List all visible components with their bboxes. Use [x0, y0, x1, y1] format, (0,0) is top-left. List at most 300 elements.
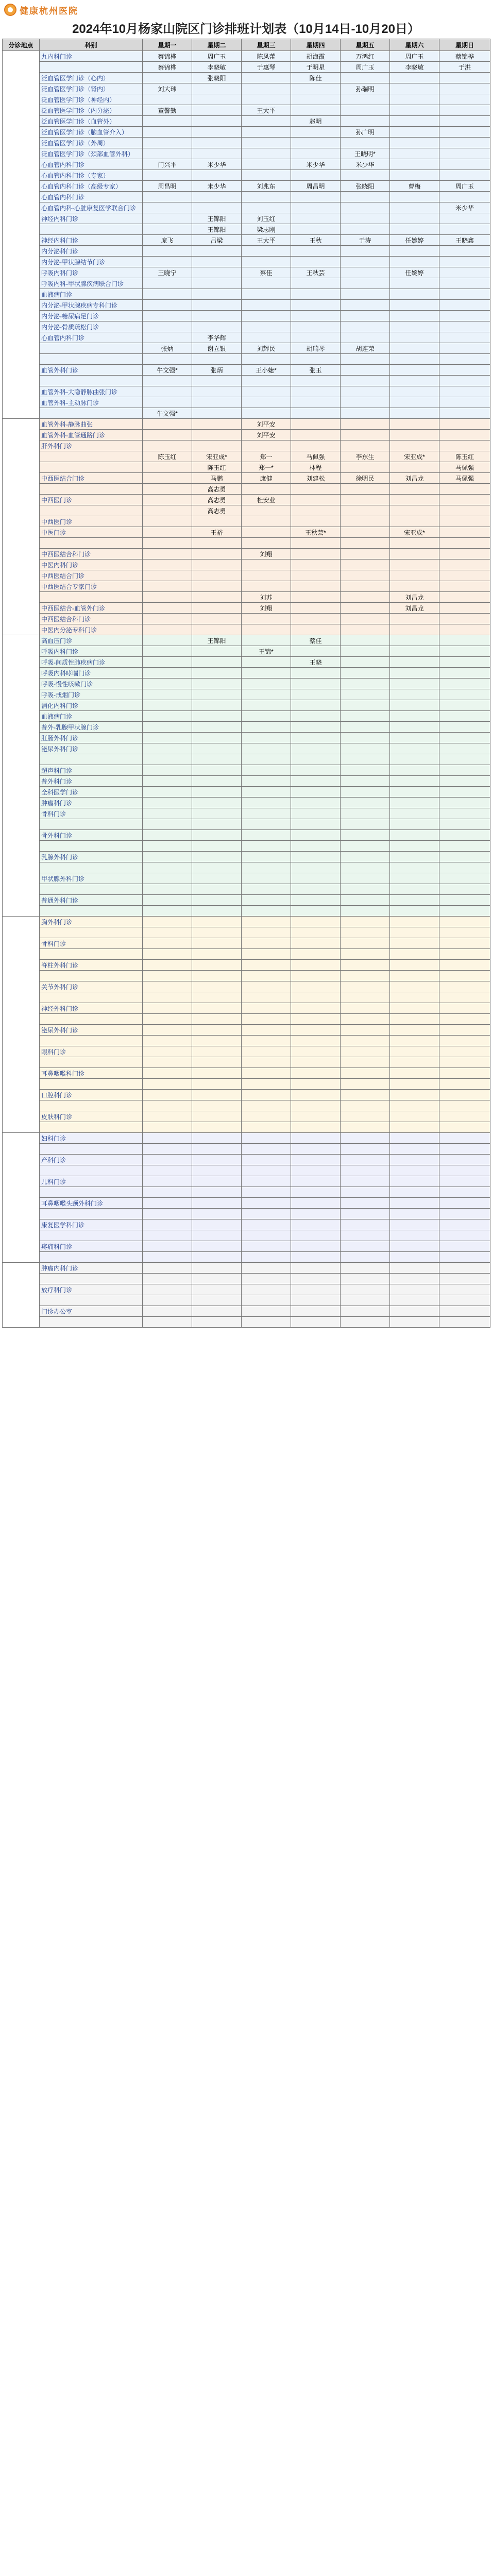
doctor-cell: 牛文强* [143, 408, 192, 419]
doctor-cell [390, 981, 439, 992]
doctor-cell: 刘翔 [242, 603, 291, 614]
doctor-cell [242, 192, 291, 202]
doctor-cell [439, 1003, 490, 1014]
table-row [3, 473, 490, 484]
doctor-cell [291, 354, 341, 365]
doctor-cell [143, 386, 192, 397]
doctor-cell [439, 408, 490, 419]
doctor-cell [341, 73, 390, 83]
table-row [3, 614, 490, 624]
department-cell: 血管外科门诊 [40, 365, 143, 376]
doctor-cell [143, 527, 192, 538]
doctor-cell [291, 1025, 341, 1036]
doctor-cell [291, 884, 341, 895]
doctor-cell [242, 159, 291, 170]
doctor-cell [192, 1155, 242, 1165]
table-row [3, 257, 490, 267]
doctor-cell [242, 1317, 291, 1328]
doctor-cell [341, 170, 390, 181]
doctor-cell: 蔡佳 [291, 635, 341, 646]
logo-mark-icon [4, 4, 16, 16]
doctor-cell [242, 202, 291, 213]
doctor-cell [291, 1176, 341, 1187]
table-row [3, 332, 490, 343]
doctor-cell [439, 1295, 490, 1306]
doctor-cell [291, 646, 341, 657]
doctor-cell [192, 549, 242, 560]
doctor-cell [143, 1230, 192, 1241]
table-row [3, 62, 490, 73]
col-header: 科别 [40, 39, 143, 51]
doctor-cell [390, 321, 439, 332]
doctor-cell [192, 787, 242, 798]
table-row [3, 1274, 490, 1284]
doctor-cell [242, 1068, 291, 1079]
doctor-cell [390, 949, 439, 960]
doctor-cell [192, 808, 242, 819]
doctor-cell [192, 105, 242, 116]
doctor-cell [341, 754, 390, 765]
doctor-cell [341, 1274, 390, 1284]
doctor-cell [341, 808, 390, 819]
doctor-cell [439, 246, 490, 257]
doctor-cell: 刘建松 [291, 473, 341, 484]
doctor-cell [439, 267, 490, 278]
doctor-cell [192, 733, 242, 743]
doctor-cell [341, 614, 390, 624]
doctor-cell [143, 311, 192, 321]
doctor-cell [341, 711, 390, 722]
doctor-cell [143, 1317, 192, 1328]
doctor-cell [390, 798, 439, 808]
table-row [3, 376, 490, 386]
doctor-cell: 吕梁 [192, 235, 242, 246]
doctor-cell [143, 419, 192, 430]
table-row [3, 787, 490, 798]
doctor-cell [439, 1176, 490, 1187]
doctor-cell [291, 689, 341, 700]
doctor-cell [390, 635, 439, 646]
doctor-cell [143, 1057, 192, 1068]
department-cell [40, 451, 143, 462]
table-row [3, 1046, 490, 1057]
doctor-cell [390, 1090, 439, 1100]
doctor-cell [341, 484, 390, 495]
doctor-cell [390, 722, 439, 733]
doctor-cell: 周广玉 [341, 62, 390, 73]
table-row [3, 679, 490, 689]
department-cell [40, 1187, 143, 1198]
table-row [3, 365, 490, 376]
doctor-cell [341, 94, 390, 105]
doctor-cell [291, 1165, 341, 1176]
doctor-cell [291, 949, 341, 960]
doctor-cell [192, 1090, 242, 1100]
doctor-cell [390, 94, 439, 105]
doctor-cell [439, 938, 490, 949]
department-cell: 血管外科-静脉曲张 [40, 419, 143, 430]
doctor-cell [291, 1111, 341, 1122]
doctor-cell [192, 1079, 242, 1090]
doctor-cell [291, 1306, 341, 1317]
department-cell: 中西医结合科门诊 [40, 549, 143, 560]
table-row [3, 1068, 490, 1079]
doctor-cell [390, 960, 439, 971]
doctor-cell: 陈凤蕾 [242, 51, 291, 62]
department-cell: 中西医门诊 [40, 516, 143, 527]
doctor-cell: 刘昌龙 [390, 603, 439, 614]
doctor-cell: 高志勇 [192, 495, 242, 505]
department-cell [40, 343, 143, 354]
doctor-cell [291, 332, 341, 343]
doctor-cell [390, 213, 439, 224]
doctor-cell [143, 711, 192, 722]
department-cell: 肿瘤科门诊 [40, 798, 143, 808]
doctor-cell [291, 386, 341, 397]
doctor-cell [390, 1003, 439, 1014]
department-cell [40, 1122, 143, 1133]
doctor-cell [439, 841, 490, 852]
table-row [3, 862, 490, 873]
doctor-cell [341, 224, 390, 235]
doctor-cell [341, 722, 390, 733]
department-cell: 耳鼻咽喉科门诊 [40, 1068, 143, 1079]
doctor-cell [439, 679, 490, 689]
doctor-cell [439, 765, 490, 776]
table-row [3, 592, 490, 603]
doctor-cell [192, 278, 242, 289]
doctor-cell [341, 1230, 390, 1241]
doctor-cell [341, 138, 390, 148]
doctor-cell [192, 257, 242, 267]
doctor-cell [390, 1241, 439, 1252]
table-row [3, 1263, 490, 1274]
table-row [3, 819, 490, 830]
doctor-cell [439, 862, 490, 873]
department-cell: 神经内科门诊 [40, 235, 143, 246]
doctor-cell [439, 1090, 490, 1100]
doctor-cell [242, 354, 291, 365]
doctor-cell [341, 1111, 390, 1122]
doctor-cell [390, 1100, 439, 1111]
doctor-cell [143, 927, 192, 938]
doctor-cell [143, 733, 192, 743]
doctor-cell [341, 1144, 390, 1155]
doctor-cell [192, 906, 242, 917]
table-row [3, 1187, 490, 1198]
doctor-cell [192, 1068, 242, 1079]
doctor-cell [390, 332, 439, 343]
doctor-cell [192, 1046, 242, 1057]
doctor-cell [143, 116, 192, 127]
doctor-cell [143, 960, 192, 971]
department-cell: 中医内分泌专科门诊 [40, 624, 143, 635]
doctor-cell [341, 906, 390, 917]
doctor-cell [390, 148, 439, 159]
doctor-cell [242, 408, 291, 419]
doctor-cell [341, 852, 390, 862]
doctor-cell [341, 516, 390, 527]
doctor-cell: 刘平安 [242, 430, 291, 440]
hospital-logo [4, 2, 117, 18]
doctor-cell [390, 105, 439, 116]
doctor-cell: 宋亚成* [390, 527, 439, 538]
doctor-cell [341, 960, 390, 971]
department-cell: 内分泌-糖尿病足门诊 [40, 311, 143, 321]
doctor-cell [143, 1111, 192, 1122]
doctor-cell [291, 257, 341, 267]
doctor-cell [291, 1295, 341, 1306]
doctor-cell [390, 354, 439, 365]
doctor-cell [439, 73, 490, 83]
doctor-cell [291, 1036, 341, 1046]
doctor-cell [439, 830, 490, 841]
doctor-cell [291, 570, 341, 581]
doctor-cell [341, 1122, 390, 1133]
doctor-cell [143, 1176, 192, 1187]
department-cell: 产科门诊 [40, 1155, 143, 1165]
table-row [3, 657, 490, 668]
doctor-cell [341, 992, 390, 1003]
doctor-cell [242, 624, 291, 635]
doctor-cell [242, 397, 291, 408]
department-cell: 血管外科-主动脉门诊 [40, 397, 143, 408]
table-row [3, 289, 490, 300]
table-row [3, 408, 490, 419]
doctor-cell [390, 495, 439, 505]
doctor-cell [291, 408, 341, 419]
doctor-cell [341, 527, 390, 538]
department-cell: 关节外科门诊 [40, 981, 143, 992]
doctor-cell [341, 603, 390, 614]
doctor-cell [242, 1133, 291, 1144]
doctor-cell [439, 787, 490, 798]
doctor-cell [341, 689, 390, 700]
doctor-cell [291, 289, 341, 300]
doctor-cell [390, 505, 439, 516]
doctor-cell [341, 581, 390, 592]
doctor-cell [143, 1133, 192, 1144]
doctor-cell: 王大平 [242, 105, 291, 116]
department-cell: 神经内科门诊 [40, 213, 143, 224]
department-cell: 全科医学门诊 [40, 787, 143, 798]
doctor-cell [192, 1295, 242, 1306]
department-cell [40, 1100, 143, 1111]
doctor-cell [192, 1122, 242, 1133]
doctor-cell [192, 765, 242, 776]
department-cell [40, 754, 143, 765]
table-row [3, 148, 490, 159]
doctor-cell [242, 808, 291, 819]
doctor-cell [242, 278, 291, 289]
doctor-cell [291, 981, 341, 992]
department-cell [40, 819, 143, 830]
doctor-cell [439, 1284, 490, 1295]
doctor-cell [291, 83, 341, 94]
doctor-cell [341, 213, 390, 224]
doctor-cell [291, 787, 341, 798]
doctor-cell: 胡海霞 [291, 51, 341, 62]
doctor-cell [390, 668, 439, 679]
doctor-cell [192, 743, 242, 754]
doctor-cell [439, 743, 490, 754]
doctor-cell [242, 906, 291, 917]
doctor-cell [390, 1176, 439, 1187]
doctor-cell: 蔡佳 [242, 267, 291, 278]
department-cell: 骨科门诊 [40, 938, 143, 949]
doctor-cell [341, 1284, 390, 1295]
doctor-cell [439, 311, 490, 321]
doctor-cell [291, 754, 341, 765]
doctor-cell [143, 938, 192, 949]
department-cell: 泛血管医学门诊（肾内） [40, 83, 143, 94]
table-row [3, 202, 490, 213]
table-row [3, 51, 490, 62]
department-cell [40, 408, 143, 419]
doctor-cell [143, 462, 192, 473]
table-row [3, 1133, 490, 1144]
doctor-cell [341, 538, 390, 549]
department-cell [40, 62, 143, 73]
doctor-cell [291, 819, 341, 830]
doctor-cell [242, 83, 291, 94]
doctor-cell: 米少华 [192, 181, 242, 192]
doctor-cell: 李华辉 [192, 332, 242, 343]
doctor-cell [390, 1284, 439, 1295]
doctor-cell [390, 138, 439, 148]
doctor-cell: 周广玉 [439, 181, 490, 192]
doctor-cell [291, 733, 341, 743]
doctor-cell [439, 257, 490, 267]
department-cell [40, 376, 143, 386]
department-cell: 呼吸-慢性咳嗽门诊 [40, 679, 143, 689]
doctor-cell [143, 1187, 192, 1198]
doctor-cell [439, 289, 490, 300]
doctor-cell [143, 917, 192, 927]
doctor-cell [192, 419, 242, 430]
table-row [3, 927, 490, 938]
department-cell: 普外科门诊 [40, 776, 143, 787]
doctor-cell [192, 895, 242, 906]
doctor-cell [242, 949, 291, 960]
doctor-cell [341, 311, 390, 321]
doctor-cell [143, 1068, 192, 1079]
doctor-cell [192, 862, 242, 873]
doctor-cell: 牛文强* [143, 365, 192, 376]
doctor-cell [242, 1090, 291, 1100]
table-row [3, 1209, 490, 1219]
doctor-cell: 王大平 [242, 235, 291, 246]
doctor-cell: 张晓阳 [192, 73, 242, 83]
doctor-cell [390, 73, 439, 83]
doctor-cell [242, 635, 291, 646]
department-cell: 泛血管医学门诊（神经内） [40, 94, 143, 105]
doctor-cell [341, 1057, 390, 1068]
table-row [3, 105, 490, 116]
doctor-cell [439, 917, 490, 927]
table-row [3, 505, 490, 516]
table-row [3, 1317, 490, 1328]
doctor-cell [439, 1079, 490, 1090]
doctor-cell: 刘苏 [242, 592, 291, 603]
doctor-cell [439, 700, 490, 711]
table-row [3, 73, 490, 83]
table-row [3, 1025, 490, 1036]
doctor-cell: 王锦阳 [192, 224, 242, 235]
doctor-cell: 张晓阳 [341, 181, 390, 192]
doctor-cell: 王秋芸* [291, 527, 341, 538]
doctor-cell [143, 354, 192, 365]
doctor-cell [143, 592, 192, 603]
doctor-cell [291, 1003, 341, 1014]
doctor-cell [291, 1100, 341, 1111]
doctor-cell: 蔡锦桦 [143, 62, 192, 73]
department-cell [40, 1252, 143, 1263]
doctor-cell: 蔡锦桦 [143, 51, 192, 62]
doctor-cell [192, 960, 242, 971]
doctor-cell [143, 376, 192, 386]
doctor-cell [341, 267, 390, 278]
doctor-cell [341, 1003, 390, 1014]
doctor-cell [439, 754, 490, 765]
department-cell: 呼吸内科门诊 [40, 267, 143, 278]
doctor-cell [341, 105, 390, 116]
doctor-cell: 李东生 [341, 451, 390, 462]
doctor-cell [390, 1209, 439, 1219]
doctor-cell [192, 927, 242, 938]
doctor-cell [390, 1165, 439, 1176]
table-row [3, 852, 490, 862]
doctor-cell [192, 614, 242, 624]
location-cell [3, 419, 40, 635]
doctor-cell [439, 440, 490, 451]
doctor-cell [439, 83, 490, 94]
doctor-cell [192, 1144, 242, 1155]
doctor-cell [291, 1014, 341, 1025]
doctor-cell [390, 700, 439, 711]
doctor-cell [242, 1219, 291, 1230]
schedule-table [2, 39, 490, 1328]
department-cell [40, 462, 143, 473]
doctor-cell [439, 484, 490, 495]
doctor-cell [439, 321, 490, 332]
doctor-cell [390, 624, 439, 635]
doctor-cell [143, 516, 192, 527]
doctor-cell [390, 1295, 439, 1306]
doctor-cell: 曹梅 [390, 181, 439, 192]
doctor-cell [143, 332, 192, 343]
doctor-cell [143, 538, 192, 549]
doctor-cell [291, 419, 341, 430]
doctor-cell: 周昌明 [291, 181, 341, 192]
doctor-cell [390, 1122, 439, 1133]
doctor-cell [143, 138, 192, 148]
doctor-cell [341, 1046, 390, 1057]
department-cell: 皮肤科门诊 [40, 1111, 143, 1122]
col-header: 星期一 [143, 39, 192, 51]
doctor-cell [291, 830, 341, 841]
department-cell [40, 841, 143, 852]
doctor-cell [143, 992, 192, 1003]
doctor-cell [390, 408, 439, 419]
doctor-cell [192, 917, 242, 927]
doctor-cell [341, 830, 390, 841]
table-row [3, 354, 490, 365]
doctor-cell [390, 689, 439, 700]
doctor-cell [439, 1317, 490, 1328]
doctor-cell: 马佩强 [291, 451, 341, 462]
department-cell: 泛血管医学门诊（外周） [40, 138, 143, 148]
